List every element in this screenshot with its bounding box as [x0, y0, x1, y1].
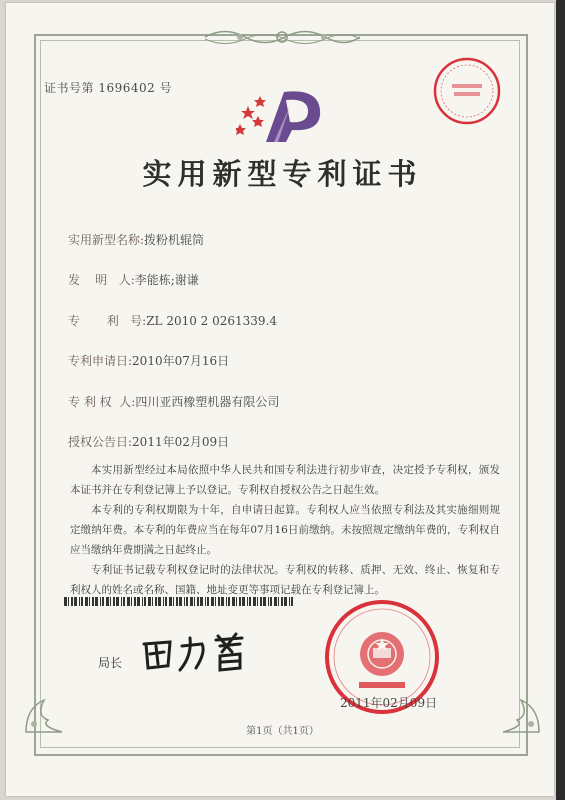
director-signature-icon — [136, 630, 256, 674]
field-value: ZL 2010 2 0261339.4 — [146, 314, 278, 328]
page-title: 实用新型专利证书 — [142, 157, 423, 191]
field-value: 四川亚西橡塑机器有限公司 — [135, 395, 280, 409]
field-patent-number — [68, 312, 277, 329]
body-paragraph: 本实用新型经过本局依照中华人民共和国专利法进行初步审查，决定授予专利权，颁发本证书并在专利登记簿上予以登记。专利权自授权公告之日起生效。 — [70, 464, 500, 496]
field-label: 发 明 人: — [68, 273, 135, 287]
page-number: 第1页（共1页） — [246, 726, 319, 737]
field-label: 专 利 号: — [68, 314, 147, 328]
certificate-number — [44, 79, 172, 96]
body-paragraph: 专利证书记载专利权登记时的法律状况。专利权的转移、质押、无效、终止、恢复和专利权人的姓名或名称、国籍、地址变更等事项记载在专利登记簿上。 — [70, 564, 500, 596]
field-patentee — [68, 393, 279, 410]
barcode-icon — [64, 597, 294, 606]
field-value: 2011年02月09日 — [132, 435, 230, 449]
top-ornament-icon — [200, 24, 365, 50]
director-label: 局长 — [98, 656, 123, 670]
field-grant-date — [68, 433, 229, 450]
field-label: 授权公告日: — [68, 435, 133, 449]
certificate-body — [70, 460, 500, 600]
field-label: 专 利 权 人: — [68, 395, 136, 409]
field-value: 2010年07月16日 — [132, 354, 230, 368]
agency-seal-icon — [432, 56, 502, 126]
field-inventors — [68, 271, 199, 288]
field-patent-name — [68, 231, 204, 248]
field-label: 实用新型名称: — [68, 233, 145, 247]
body-paragraph: 本专利的专利权期限为十年，自申请日起算。专利权人应当依照专利法及其实施细则规定缴纳年费。本专利的年费应当在每年07月16日前缴纳。未按照规定缴纳年费的，专利权自应当缴纳年费期满之日起终止。 — [70, 504, 500, 556]
certificate-number-suffix: 号 — [159, 81, 173, 95]
field-value: 李能栋;谢谦 — [134, 273, 199, 287]
certificate-number-label: 证书号第 — [44, 81, 95, 95]
issue-date: 2011年02月09日 — [340, 696, 438, 710]
field-application-date — [68, 352, 229, 369]
patent-office-logo-icon — [236, 84, 328, 146]
field-label: 专利申请日: — [68, 354, 133, 368]
binding-spine — [556, 0, 565, 800]
field-value: 拨粉机辊筒 — [144, 233, 205, 247]
certificate-number-value: 1696402 — [98, 81, 156, 95]
